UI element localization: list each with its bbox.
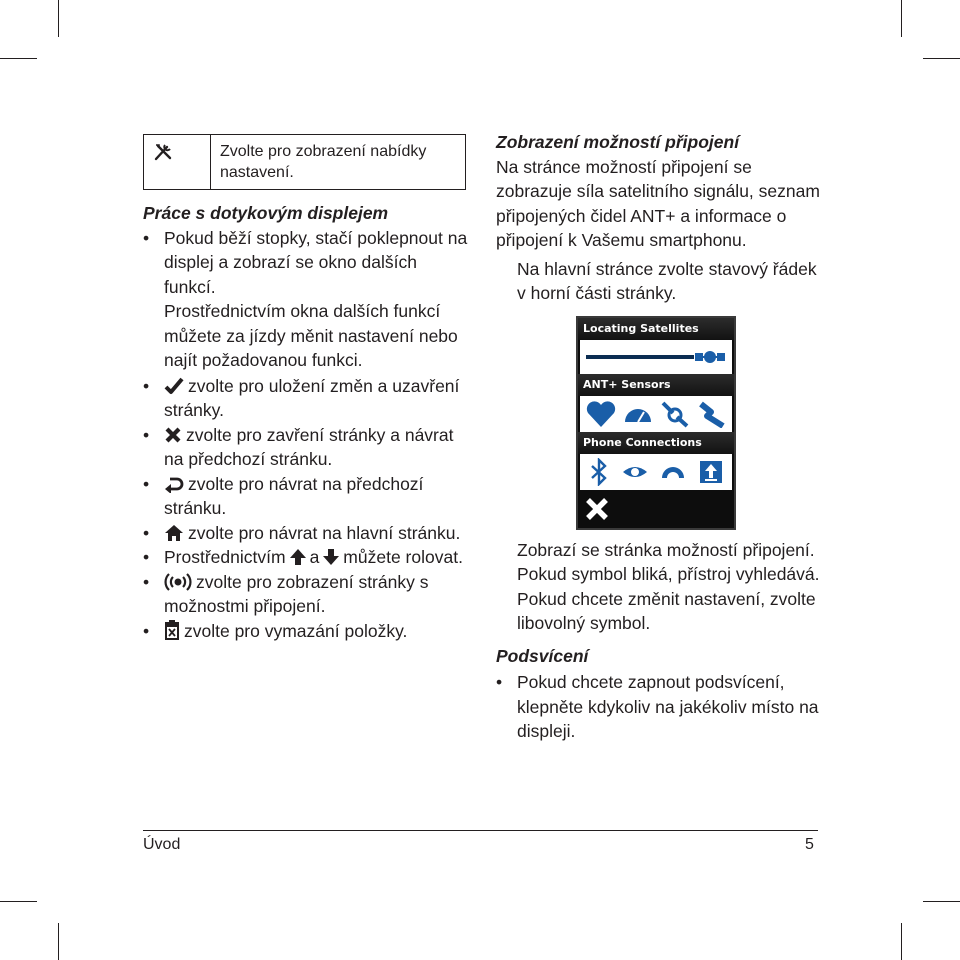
connectivity-icon	[164, 573, 192, 591]
tip-text: Zvolte pro zobrazení nabídky nastavení.	[211, 135, 466, 190]
device-screen	[576, 316, 736, 530]
tip-icon-cell	[144, 135, 211, 190]
connectivity-heading: Zobrazení možností připojení	[496, 132, 740, 152]
phone-panel	[580, 454, 732, 490]
eye-icon[interactable]	[621, 458, 649, 486]
list-item	[143, 619, 473, 644]
back-arrow-icon	[164, 475, 184, 493]
phone-connections-header: Phone Connections	[578, 432, 734, 454]
crop-mark	[901, 0, 902, 37]
bullet: •	[143, 424, 150, 445]
list-item	[143, 521, 473, 546]
arrow-up-icon	[289, 548, 307, 566]
crop-mark	[923, 901, 960, 902]
crop-mark	[0, 901, 37, 902]
heart-icon[interactable]	[586, 400, 616, 428]
page-number: 5	[805, 836, 814, 853]
footer-section-name: Úvod	[143, 836, 181, 853]
bullet: •	[143, 473, 150, 494]
list-item-text: Pokud chcete zapnout podsvícení, klepněte kdykoliv na jakékoliv místo na displeji.	[517, 672, 819, 741]
list-item-text: zvolte pro návrat na hlavní stránku.	[188, 522, 461, 543]
footer-rule	[143, 830, 818, 831]
satellite-signal-bar	[586, 355, 694, 359]
list-item-text: Pokud běží stopky, stačí poklepnout na displej a zobrazí se okno dalších funkcí.	[164, 227, 468, 297]
list-item	[143, 299, 473, 373]
home-icon	[164, 524, 184, 542]
crop-mark	[901, 923, 902, 960]
list-item	[143, 374, 473, 423]
trash-icon	[164, 620, 180, 640]
connectivity-step-2: Zobrazí se stránka možností připojení. Pokud symbol bliká, přístroj vyhledává. Pokud chcete změnit nastavení, zvolte libovolný symbol.	[517, 539, 820, 633]
connectivity-step-1: Na hlavní stránce zvolte stavový řádek v horní části stránky.	[517, 258, 817, 303]
bullet: •	[143, 620, 150, 641]
list-item-text: zvolte pro uložení změn a uzavření stránky.	[164, 375, 460, 420]
list-item-text: zvolte pro vymazání položky.	[184, 620, 408, 641]
ant-sensors-header: ANT+ Sensors	[578, 374, 734, 396]
list-item-middle: a	[309, 547, 320, 567]
bullet: •	[143, 547, 150, 567]
tip-table	[143, 134, 466, 190]
power-icon[interactable]	[697, 400, 727, 428]
list-item-prefix: Prostřednictvím	[164, 547, 286, 567]
speed-icon[interactable]	[623, 400, 653, 428]
list-item-text: Prostřednictvím okna dalších funkcí můžete za jízdy měnit nastavení nebo najít požadovanou funkci.	[164, 301, 458, 370]
sensors-panel	[580, 396, 732, 432]
checkmark-icon	[164, 377, 184, 395]
touch-heading: Práce s dotykovým displejem	[143, 203, 389, 223]
right-column	[496, 130, 826, 744]
backlight-list	[496, 670, 826, 744]
close-x-icon	[164, 426, 182, 444]
list-item	[143, 423, 473, 472]
satellite-icon	[694, 348, 726, 366]
tools-icon	[154, 143, 174, 161]
bluetooth-icon[interactable]	[587, 458, 611, 486]
backlight-heading: Podsvícení	[496, 645, 589, 666]
list-item	[143, 472, 473, 521]
arrow-down-icon	[322, 548, 340, 566]
list-item-text: zvolte pro zavření stránky a návrat na předchozí stránku.	[164, 424, 454, 469]
crop-mark	[58, 0, 59, 37]
bullet: •	[496, 672, 503, 692]
bullet: •	[143, 227, 150, 248]
list-item-text: zvolte pro návrat na předchozí stránku.	[164, 473, 424, 518]
touch-list	[143, 226, 473, 644]
connectivity-intro: Na stránce možností připojení se zobrazuje síla satelitního signálu, seznam připojených čidel ANT+ a informace o připojení k Vašemu smartphonu.	[496, 156, 820, 250]
crop-mark	[0, 58, 37, 59]
sun-icon[interactable]	[659, 458, 687, 486]
list-item	[143, 226, 473, 300]
list-item-text: můžete rolovat.	[343, 547, 463, 567]
crop-mark	[58, 923, 59, 960]
list-item-text: zvolte pro zobrazení stránky s možnostmi připojení.	[164, 571, 429, 616]
list-item	[496, 670, 826, 744]
bullet: •	[143, 571, 150, 592]
device-close-area	[578, 490, 734, 528]
locating-satellites-header: Locating Satellites	[578, 318, 734, 340]
upload-icon[interactable]	[697, 458, 725, 486]
bullet: •	[143, 522, 150, 543]
satellite-panel[interactable]	[580, 340, 732, 374]
close-x-icon[interactable]	[584, 496, 610, 522]
bullet: •	[143, 375, 150, 396]
list-item	[143, 570, 473, 619]
left-column	[143, 134, 473, 643]
cadence-icon[interactable]	[660, 400, 690, 428]
crop-mark	[923, 58, 960, 59]
list-item	[143, 545, 473, 570]
